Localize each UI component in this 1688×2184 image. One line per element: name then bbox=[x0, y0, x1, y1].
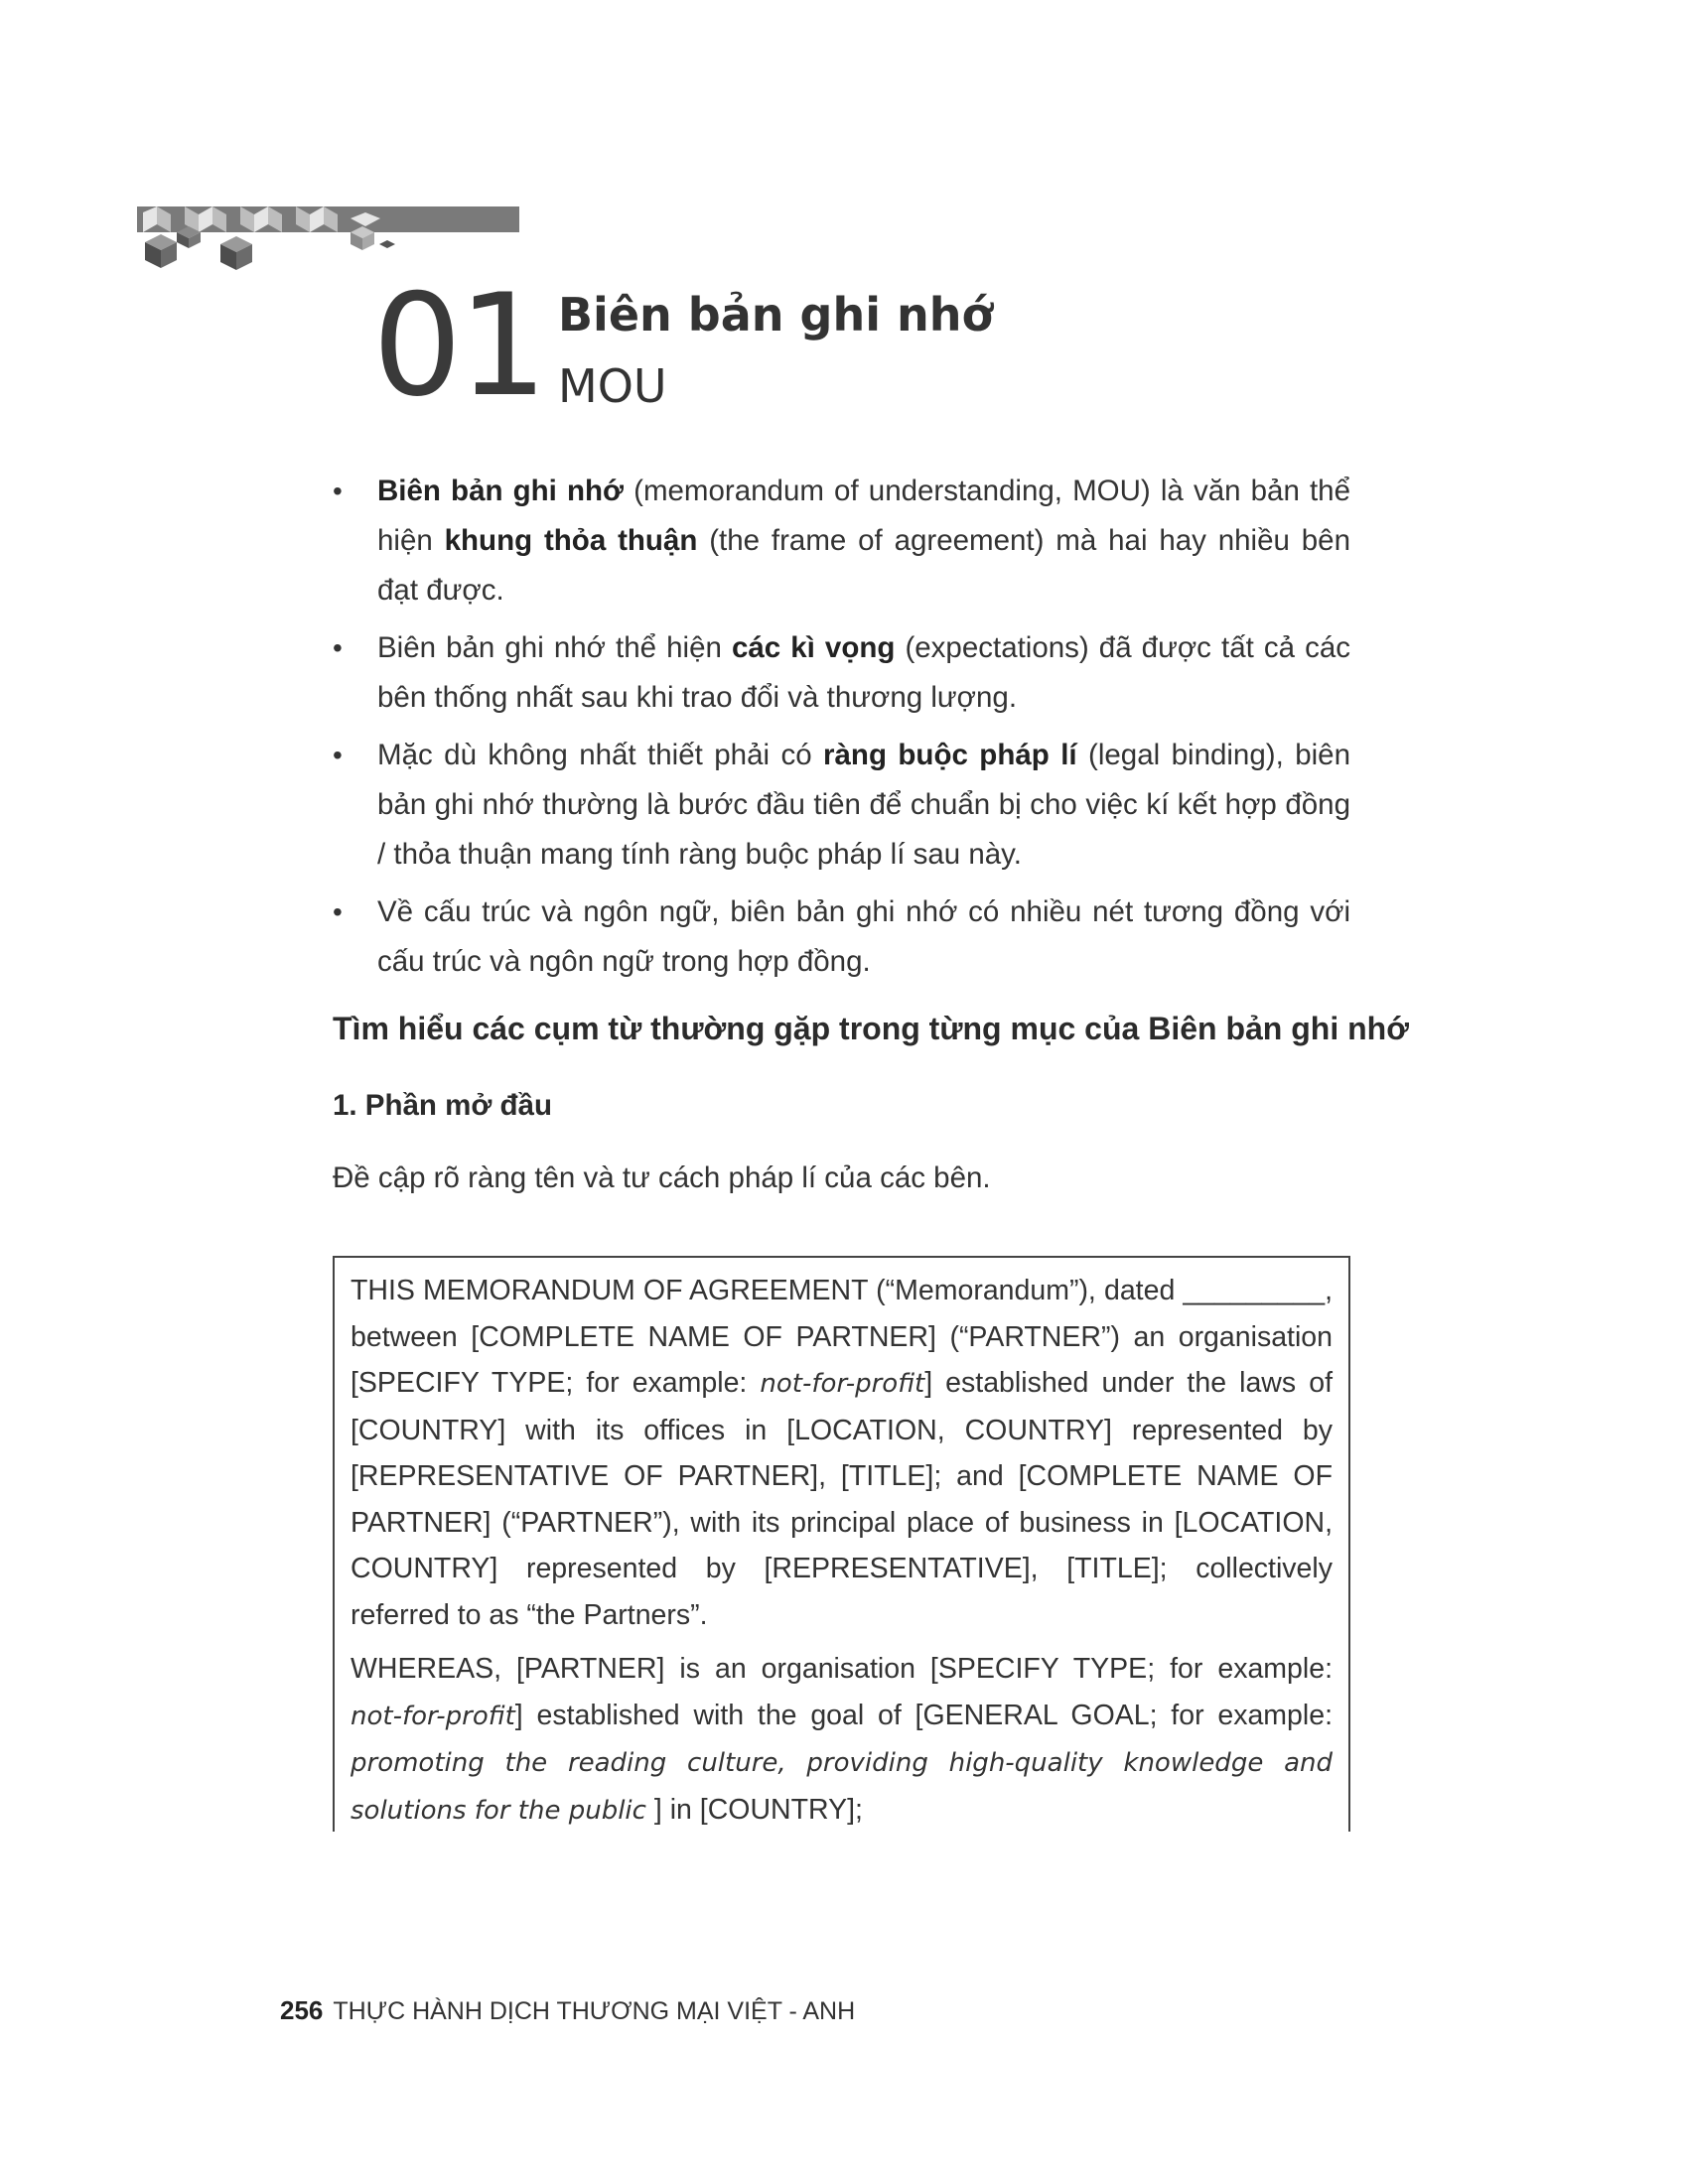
mou-text: ] established under the laws of [COUNTRY] with its offices in [LOCATION, COUNTRY] represented by [REPRESENTATIVE OF PARTNER], [TITLE]; and [COMPLETE NAME OF PARTNER] (“PARTNER”), with its principal place of business in [LOCATION, COUNTRY] represented by [REPRESENTATIVE], [TITLE]; collectively referred to as “the Partners”. bbox=[351, 1367, 1333, 1631]
mou-italic-text: not-for-profit bbox=[760, 1369, 925, 1399]
cube-icon-1 bbox=[145, 234, 177, 268]
bullet-icon: • bbox=[333, 632, 343, 663]
chapter-title: Biên bản ghi nhớ bbox=[558, 288, 994, 341]
intro-text: Đề cập rõ ràng tên và tư cách pháp lí của các bên. bbox=[333, 1161, 991, 1194]
page-number: 256 bbox=[280, 1995, 324, 2025]
bullet-text: Mặc dù không nhất thiết phải có bbox=[377, 739, 824, 771]
bold-term: Biên bản ghi nhớ bbox=[377, 475, 624, 507]
mou-paragraph bbox=[351, 1646, 1333, 1834]
bullet-item bbox=[333, 731, 1350, 880]
bullet-text: (the frame of agreement) mà hai hay nhiều bên đạt được. bbox=[377, 524, 1350, 607]
mou-text: THIS MEMORANDUM OF AGREEMENT (“Memorandum”), dated _________, between [COMPLETE NAME OF PARTNER] (“PARTNER”) an organisation [SPECIFY TYPE; for example: bbox=[351, 1275, 1333, 1399]
bullet-item bbox=[333, 467, 1350, 615]
bold-term: các kì vọng bbox=[731, 631, 896, 664]
chapter-number: 01 bbox=[372, 264, 544, 428]
book-title: THỰC HÀNH DỊCH THƯƠNG MẠI VIỆT - ANH bbox=[333, 1997, 856, 2025]
mou-paragraph bbox=[351, 1268, 1333, 1638]
mou-text: ] in [COUNTRY]; bbox=[645, 1793, 863, 1826]
bullet-text: (memorandum of understanding, MOU) là văn bản thể hiện bbox=[377, 475, 1350, 557]
section-heading: Tìm hiểu các cụm từ thường gặp trong từng mục của Biên bản ghi nhớ bbox=[333, 1011, 1409, 1046]
mou-text: ] established with the goal of [GENERAL GOAL; for example: bbox=[514, 1699, 1333, 1731]
mou-italic-text: promoting the reading culture, providing high-quality knowledge and solutions for the public bbox=[351, 1748, 1333, 1826]
bullet-icon: • bbox=[333, 476, 343, 506]
page-footer bbox=[280, 1995, 855, 2026]
mou-example-box bbox=[333, 1256, 1350, 1832]
mou-text: WHEREAS, [PARTNER] is an organisation [SPECIFY TYPE; for example: bbox=[351, 1653, 1333, 1685]
sub-heading: 1. Phần mở đầu bbox=[333, 1089, 552, 1122]
mou-italic-text: not-for-profit bbox=[351, 1701, 515, 1731]
bullet-list bbox=[333, 467, 1350, 995]
chapter-subtitle: MOU bbox=[558, 359, 667, 413]
bullet-icon: • bbox=[333, 896, 343, 927]
bullet-text: (legal binding), biên bản ghi nhớ thường là bước đầu tiên để chuẩn bị cho việc kí kết hợp đồng / thỏa thuận mang tính ràng buộc pháp lí sau này. bbox=[377, 739, 1350, 871]
cube-icon-2 bbox=[220, 236, 252, 270]
bullet-item bbox=[333, 887, 1350, 987]
bullet-text: Biên bản ghi nhớ thể hiện bbox=[377, 631, 732, 664]
bullet-text: Về cấu trúc và ngôn ngữ, biên bản ghi nhớ có nhiều nét tương đồng với cấu trúc và ngôn ngữ trong hợp đồng. bbox=[377, 895, 1350, 978]
bullet-text: (expectations) đã được tất cả các bên thống nhất sau khi trao đổi và thương lượng. bbox=[377, 631, 1350, 714]
bold-term: ràng buộc pháp lí bbox=[823, 739, 1077, 771]
bold-term: khung thỏa thuận bbox=[444, 524, 698, 557]
bullet-item bbox=[333, 623, 1350, 723]
bullet-icon: • bbox=[333, 740, 343, 770]
